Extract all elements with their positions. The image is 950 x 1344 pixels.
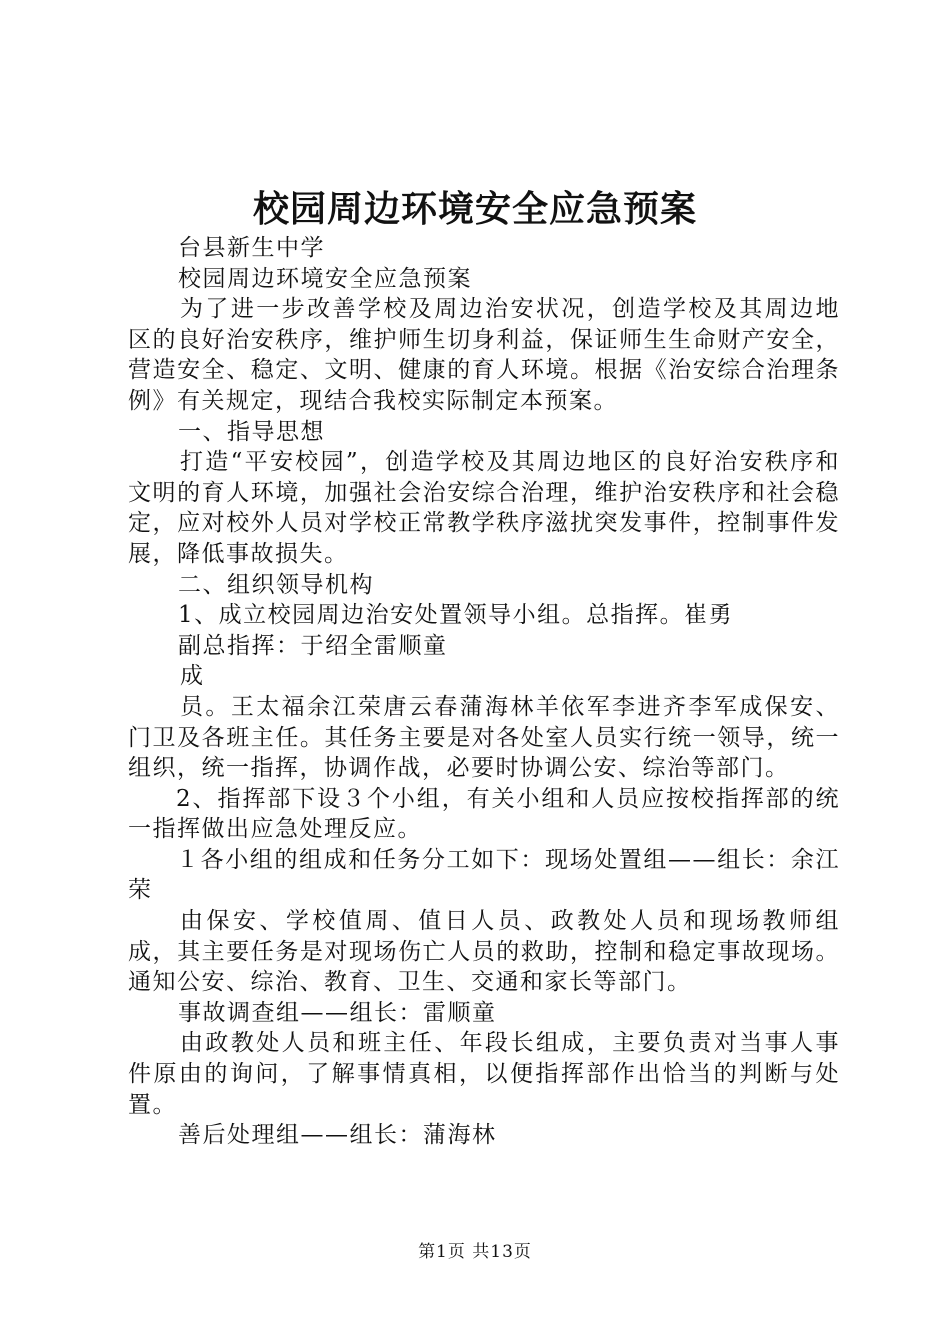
intro-paragraph: 为了进一步改善学校及周边治安状况，创造学校及其周边地区的良好治安秩序，维护师生切身利益，保证师生生命财产安全，营造安全、稳定、文明、健康的育人环境。根据《治安综合治理条例》有关规定，现结合我校实际制定本预案。 [128, 296, 840, 414]
plan-subtitle: 校园周边环境安全应急预案 [178, 265, 472, 292]
school-name: 台县新生中学 [178, 235, 325, 261]
document-body [128, 233, 840, 1151]
document-title: 校园周边环境安全应急预案 [252, 188, 697, 230]
task-division-paragraph: １各小组的组成和任务分工如下：现场处置组——组长：余江荣 [128, 846, 840, 904]
page-footer: 第1页 共13页 [418, 1242, 532, 1262]
guiding-thought-paragraph: 打造“平安校园”，创造学校及其周边地区的良好治安秩序和文明的育人环境，加强社会治安综合治理，维护治安秩序和社会稳定，应对校外人员对学校正常教学秩序滋扰突发事件，控制事件发展，降低事故损失。 [128, 449, 840, 567]
section-heading-organization: 二、组织领导机构 [178, 571, 374, 598]
subgroups-paragraph: 2、指挥部下设３个小组，有关小组和人员应按校指挥部的统一指挥做出应急处理反应。 [128, 785, 840, 843]
investigation-group-paragraph: 由政教处人员和班主任、年段长组成，主要负责对当事人事件原由的询问，了解事情真相，以便指挥部作出恰当的判断与处置。 [128, 1030, 840, 1118]
members-label: 成 [180, 663, 205, 690]
deputy-commander-paragraph: 副总指挥：于绍全雷顺童 [178, 632, 448, 659]
investigation-group-heading: 事故调查组——组长：雷顺童 [178, 999, 497, 1026]
section-heading-guiding-thought: 一、指导思想 [178, 418, 325, 445]
leadership-group-paragraph: 1、成立校园周边治安处置领导小组。总指挥。崔勇 [178, 602, 734, 629]
aftermath-group-heading: 善后处理组——组长：蒲海林 [178, 1122, 497, 1149]
members-paragraph: 员。王太福余江荣唐云春蒲海林羊依军李进齐李军成保安、门卫及各班主任。其任务主要是对各处室人员实行统一领导，统一组织，统一指挥，协调作战，必要时协调公安、综治等部门。 [128, 693, 840, 782]
onsite-group-paragraph: 由保安、学校值周、值日人员、政教处人员和现场教师组成，其主要任务是对现场伤亡人员的救助，控制和稳定事故现场。通知公安、综治、教育、卫生、交通和家长等部门。 [128, 908, 840, 996]
